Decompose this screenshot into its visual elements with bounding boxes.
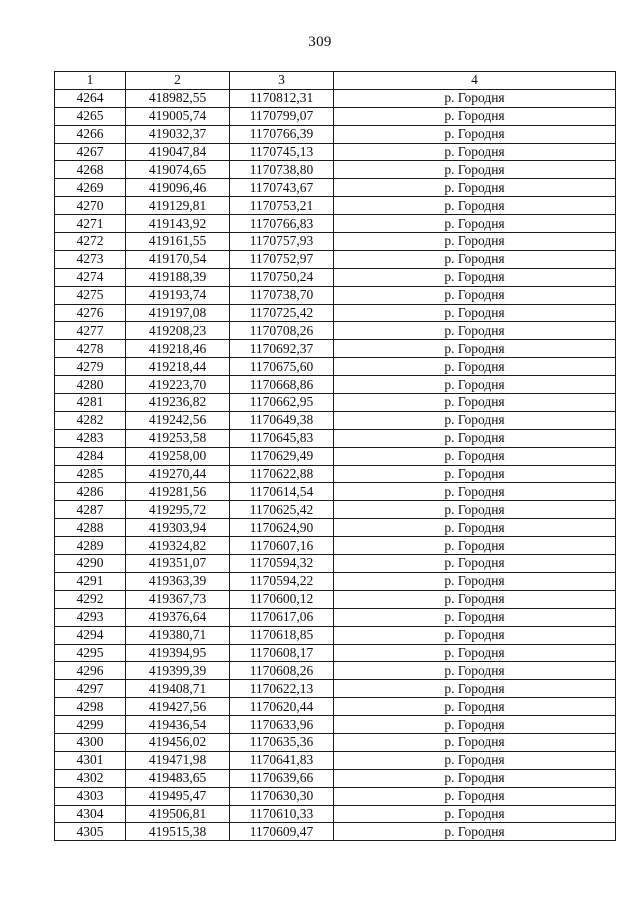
coordinate-y-cell: 1170609,47	[230, 823, 334, 841]
table-row	[55, 805, 616, 823]
table-row	[55, 644, 616, 662]
table-row	[55, 358, 616, 376]
coordinate-x-cell: 419471,98	[126, 751, 230, 769]
object-name-cell: р. Городня	[334, 340, 616, 358]
coordinate-y-cell: 1170607,16	[230, 537, 334, 555]
table-row	[55, 590, 616, 608]
table-row	[55, 411, 616, 429]
coordinate-x-cell: 419253,58	[126, 429, 230, 447]
point-number-cell: 4270	[55, 197, 126, 215]
object-name-cell: р. Городня	[334, 555, 616, 573]
table-row	[55, 769, 616, 787]
object-name-cell: р. Городня	[334, 537, 616, 555]
point-number-cell: 4275	[55, 286, 126, 304]
point-number-cell: 4276	[55, 304, 126, 322]
object-name-cell: р. Городня	[334, 304, 616, 322]
table-row	[55, 447, 616, 465]
point-number-cell: 4265	[55, 107, 126, 125]
table-body	[55, 89, 616, 840]
point-number-cell: 4273	[55, 250, 126, 268]
coordinate-y-cell: 1170639,66	[230, 769, 334, 787]
object-name-cell: р. Городня	[334, 322, 616, 340]
object-name-cell: р. Городня	[334, 769, 616, 787]
object-name-cell: р. Городня	[334, 483, 616, 501]
object-name-cell: р. Городня	[334, 716, 616, 734]
coordinate-y-cell: 1170594,22	[230, 572, 334, 590]
object-name-cell: р. Городня	[334, 107, 616, 125]
coordinate-y-cell: 1170675,60	[230, 358, 334, 376]
column-header-4: 4	[334, 72, 616, 90]
coordinate-y-cell: 1170743,67	[230, 179, 334, 197]
point-number-cell: 4294	[55, 626, 126, 644]
table-row	[55, 572, 616, 590]
table-row	[55, 233, 616, 251]
point-number-cell: 4300	[55, 733, 126, 751]
coordinate-y-cell: 1170649,38	[230, 411, 334, 429]
coordinate-y-cell: 1170738,80	[230, 161, 334, 179]
coordinate-y-cell: 1170645,83	[230, 429, 334, 447]
point-number-cell: 4286	[55, 483, 126, 501]
coordinate-x-cell: 419218,44	[126, 358, 230, 376]
object-name-cell: р. Городня	[334, 394, 616, 412]
point-number-cell: 4274	[55, 268, 126, 286]
coordinate-y-cell: 1170622,88	[230, 465, 334, 483]
coordinate-y-cell: 1170629,49	[230, 447, 334, 465]
coordinate-x-cell: 419032,37	[126, 125, 230, 143]
object-name-cell: р. Городня	[334, 465, 616, 483]
table-row	[55, 286, 616, 304]
table-row	[55, 465, 616, 483]
coordinate-x-cell: 419408,71	[126, 680, 230, 698]
coordinate-y-cell: 1170610,33	[230, 805, 334, 823]
coordinate-x-cell: 419324,82	[126, 537, 230, 555]
point-number-cell: 4271	[55, 215, 126, 233]
object-name-cell: р. Городня	[334, 572, 616, 590]
table-row	[55, 125, 616, 143]
coordinate-x-cell: 419483,65	[126, 769, 230, 787]
point-number-cell: 4264	[55, 89, 126, 107]
coordinate-y-cell: 1170614,54	[230, 483, 334, 501]
coordinate-x-cell: 419303,94	[126, 519, 230, 537]
coordinate-y-cell: 1170766,83	[230, 215, 334, 233]
table-row	[55, 322, 616, 340]
header-row	[55, 72, 616, 90]
point-number-cell: 4278	[55, 340, 126, 358]
point-number-cell: 4266	[55, 125, 126, 143]
coordinate-y-cell: 1170624,90	[230, 519, 334, 537]
table-row	[55, 698, 616, 716]
table-row	[55, 107, 616, 125]
point-number-cell: 4277	[55, 322, 126, 340]
table-row	[55, 376, 616, 394]
coordinate-y-cell: 1170625,42	[230, 501, 334, 519]
coordinate-x-cell: 419281,56	[126, 483, 230, 501]
point-number-cell: 4305	[55, 823, 126, 841]
table-header	[55, 72, 616, 90]
point-number-cell: 4301	[55, 751, 126, 769]
coordinate-x-cell: 419096,46	[126, 179, 230, 197]
table-row	[55, 89, 616, 107]
object-name-cell: р. Городня	[334, 626, 616, 644]
object-name-cell: р. Городня	[334, 286, 616, 304]
coordinate-x-cell: 419161,55	[126, 233, 230, 251]
coordinate-y-cell: 1170692,37	[230, 340, 334, 358]
coordinate-y-cell: 1170750,24	[230, 268, 334, 286]
point-number-cell: 4295	[55, 644, 126, 662]
coordinate-y-cell: 1170630,30	[230, 787, 334, 805]
coordinate-x-cell: 419129,81	[126, 197, 230, 215]
column-header-2: 2	[126, 72, 230, 90]
table-row	[55, 304, 616, 322]
table-row	[55, 626, 616, 644]
object-name-cell: р. Городня	[334, 698, 616, 716]
point-number-cell: 4284	[55, 447, 126, 465]
coordinate-y-cell: 1170620,44	[230, 698, 334, 716]
coordinate-y-cell: 1170608,17	[230, 644, 334, 662]
point-number-cell: 4279	[55, 358, 126, 376]
point-number-cell: 4288	[55, 519, 126, 537]
point-number-cell: 4299	[55, 716, 126, 734]
coordinate-x-cell: 419170,54	[126, 250, 230, 268]
table-row	[55, 429, 616, 447]
object-name-cell: р. Городня	[334, 501, 616, 519]
coordinate-x-cell: 418982,55	[126, 89, 230, 107]
object-name-cell: р. Городня	[334, 89, 616, 107]
coordinate-x-cell: 419394,95	[126, 644, 230, 662]
coordinate-x-cell: 419193,74	[126, 286, 230, 304]
coordinate-y-cell: 1170766,39	[230, 125, 334, 143]
point-number-cell: 4268	[55, 161, 126, 179]
table-row	[55, 161, 616, 179]
point-number-cell: 4296	[55, 662, 126, 680]
table-row	[55, 501, 616, 519]
point-number-cell: 4267	[55, 143, 126, 161]
point-number-cell: 4293	[55, 608, 126, 626]
table-row	[55, 394, 616, 412]
table-row	[55, 519, 616, 537]
object-name-cell: р. Городня	[334, 447, 616, 465]
page-number: 309	[308, 34, 332, 50]
coordinates-table	[54, 71, 616, 841]
object-name-cell: р. Городня	[334, 215, 616, 233]
coordinate-x-cell: 419074,65	[126, 161, 230, 179]
coordinate-x-cell: 419367,73	[126, 590, 230, 608]
point-number-cell: 4269	[55, 179, 126, 197]
coordinate-x-cell: 419380,71	[126, 626, 230, 644]
coordinate-x-cell: 419399,39	[126, 662, 230, 680]
table-row	[55, 787, 616, 805]
coordinate-x-cell: 419436,54	[126, 716, 230, 734]
object-name-cell: р. Городня	[334, 733, 616, 751]
coordinate-y-cell: 1170708,26	[230, 322, 334, 340]
object-name-cell: р. Городня	[334, 805, 616, 823]
table-row	[55, 680, 616, 698]
object-name-cell: р. Городня	[334, 590, 616, 608]
coordinate-y-cell: 1170745,13	[230, 143, 334, 161]
object-name-cell: р. Городня	[334, 268, 616, 286]
object-name-cell: р. Городня	[334, 358, 616, 376]
point-number-cell: 4281	[55, 394, 126, 412]
object-name-cell: р. Городня	[334, 411, 616, 429]
coordinate-y-cell: 1170753,21	[230, 197, 334, 215]
coordinate-y-cell: 1170752,97	[230, 250, 334, 268]
coordinate-y-cell: 1170812,31	[230, 89, 334, 107]
object-name-cell: р. Городня	[334, 680, 616, 698]
point-number-cell: 4283	[55, 429, 126, 447]
coordinate-x-cell: 419376,64	[126, 608, 230, 626]
object-name-cell: р. Городня	[334, 787, 616, 805]
point-number-cell: 4302	[55, 769, 126, 787]
table-row	[55, 215, 616, 233]
table-row	[55, 733, 616, 751]
coordinate-x-cell: 419258,00	[126, 447, 230, 465]
table-row	[55, 340, 616, 358]
point-number-cell: 4287	[55, 501, 126, 519]
object-name-cell: р. Городня	[334, 233, 616, 251]
coordinate-y-cell: 1170608,26	[230, 662, 334, 680]
table-row	[55, 179, 616, 197]
coordinate-x-cell: 419005,74	[126, 107, 230, 125]
coordinate-x-cell: 419506,81	[126, 805, 230, 823]
table-row	[55, 268, 616, 286]
table-row	[55, 662, 616, 680]
object-name-cell: р. Городня	[334, 143, 616, 161]
coordinate-x-cell: 419218,46	[126, 340, 230, 358]
object-name-cell: р. Городня	[334, 250, 616, 268]
point-number-cell: 4298	[55, 698, 126, 716]
table-row	[55, 537, 616, 555]
coordinate-y-cell: 1170633,96	[230, 716, 334, 734]
object-name-cell: р. Городня	[334, 608, 616, 626]
coordinate-x-cell: 419270,44	[126, 465, 230, 483]
object-name-cell: р. Городня	[334, 662, 616, 680]
coordinate-x-cell: 419495,47	[126, 787, 230, 805]
coordinate-x-cell: 419223,70	[126, 376, 230, 394]
table-row	[55, 250, 616, 268]
coordinate-y-cell: 1170738,70	[230, 286, 334, 304]
coordinate-y-cell: 1170622,13	[230, 680, 334, 698]
point-number-cell: 4297	[55, 680, 126, 698]
coordinate-x-cell: 419363,39	[126, 572, 230, 590]
object-name-cell: р. Городня	[334, 823, 616, 841]
coordinate-y-cell: 1170668,86	[230, 376, 334, 394]
coordinate-x-cell: 419295,72	[126, 501, 230, 519]
table-row	[55, 483, 616, 501]
point-number-cell: 4280	[55, 376, 126, 394]
table-row	[55, 555, 616, 573]
coordinate-x-cell: 419351,07	[126, 555, 230, 573]
object-name-cell: р. Городня	[334, 125, 616, 143]
coordinate-x-cell: 419242,56	[126, 411, 230, 429]
object-name-cell: р. Городня	[334, 751, 616, 769]
coordinate-y-cell: 1170617,06	[230, 608, 334, 626]
coordinate-x-cell: 419143,92	[126, 215, 230, 233]
coordinate-x-cell: 419236,82	[126, 394, 230, 412]
point-number-cell: 4285	[55, 465, 126, 483]
coordinate-x-cell: 419047,84	[126, 143, 230, 161]
object-name-cell: р. Городня	[334, 376, 616, 394]
table-row	[55, 143, 616, 161]
coordinate-y-cell: 1170641,83	[230, 751, 334, 769]
coordinate-y-cell: 1170594,32	[230, 555, 334, 573]
coordinate-x-cell: 419456,02	[126, 733, 230, 751]
point-number-cell: 4304	[55, 805, 126, 823]
coordinate-y-cell: 1170635,36	[230, 733, 334, 751]
point-number-cell: 4290	[55, 555, 126, 573]
coordinate-x-cell: 419197,08	[126, 304, 230, 322]
coordinate-y-cell: 1170757,93	[230, 233, 334, 251]
point-number-cell: 4292	[55, 590, 126, 608]
point-number-cell: 4289	[55, 537, 126, 555]
point-number-cell: 4272	[55, 233, 126, 251]
object-name-cell: р. Городня	[334, 519, 616, 537]
coordinate-y-cell: 1170725,42	[230, 304, 334, 322]
coordinate-x-cell: 419515,38	[126, 823, 230, 841]
object-name-cell: р. Городня	[334, 644, 616, 662]
table-row	[55, 823, 616, 841]
object-name-cell: р. Городня	[334, 429, 616, 447]
object-name-cell: р. Городня	[334, 161, 616, 179]
coordinate-y-cell: 1170799,07	[230, 107, 334, 125]
object-name-cell: р. Городня	[334, 197, 616, 215]
coordinate-x-cell: 419188,39	[126, 268, 230, 286]
table-row	[55, 751, 616, 769]
coordinate-y-cell: 1170600,12	[230, 590, 334, 608]
object-name-cell: р. Городня	[334, 179, 616, 197]
point-number-cell: 4282	[55, 411, 126, 429]
column-header-1: 1	[55, 72, 126, 90]
table-row	[55, 608, 616, 626]
table-row	[55, 716, 616, 734]
column-header-3: 3	[230, 72, 334, 90]
coordinate-y-cell: 1170662,95	[230, 394, 334, 412]
point-number-cell: 4303	[55, 787, 126, 805]
coordinate-x-cell: 419427,56	[126, 698, 230, 716]
coordinate-y-cell: 1170618,85	[230, 626, 334, 644]
point-number-cell: 4291	[55, 572, 126, 590]
coordinate-x-cell: 419208,23	[126, 322, 230, 340]
table-row	[55, 197, 616, 215]
